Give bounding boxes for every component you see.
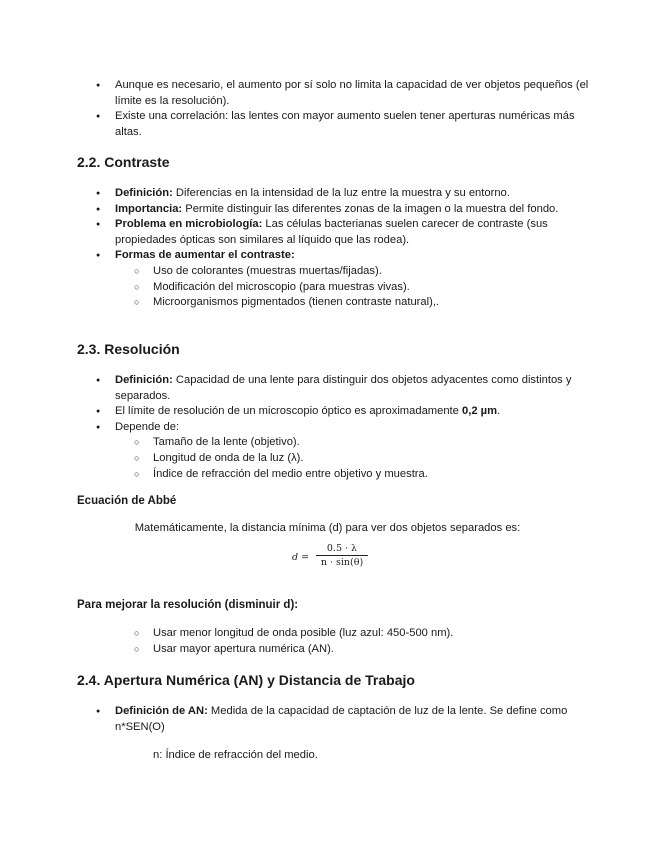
item-text: Capacidad de una lente para distinguir dos objetos adyacentes como distintos y separados. (115, 374, 572, 402)
apertura-note: n: Índice de refracción del medio. (153, 749, 318, 761)
sub-list-item: ○ Tamaño de la lente (objetivo). (0, 435, 655, 451)
item-text: Las células bacterianas suelen carecer de contraste (sus propiedades ópticas son similares al líquido que las rodea). (115, 218, 548, 246)
list-item: ● Depende de: (0, 420, 655, 436)
list-item (0, 704, 655, 735)
abbe-text: Matemáticamente, la distancia mínima (d) para ver dos objetos separados es: (134, 522, 521, 534)
list-item: ● Existe una correlación: las lentes con mayor aumento suelen tener aperturas numéricas más altas. (0, 109, 655, 140)
section-heading-contraste: 2.2. Contraste (77, 154, 170, 170)
limit-value: 0,2 µm (462, 405, 498, 418)
sub-list-item: ○ Usar menor longitud de onda posible (luz azul: 450-500 nm). (0, 626, 655, 642)
sub-list-item: ○ Índice de refracción del medio entre objetivo y muestra. (0, 467, 655, 483)
mejorar-heading: Para mejorar la resolución (disminuir d): (77, 599, 299, 611)
intro-bullet-list (0, 78, 655, 140)
formula-denominator: n · sin(θ) (320, 557, 364, 568)
abbe-heading: Ecuación de Abbé (77, 495, 177, 507)
item-label: Definición de AN: (115, 705, 208, 717)
sub-list-item: ○ Microorganismos pigmentados (tienen contraste natural),. (0, 295, 655, 311)
sub-list-item: ○ Modificación del microscopio (para muestras vivas). (0, 280, 655, 296)
item-text: El límite de resolución de un microscopio óptico es aproximadamente (115, 405, 462, 418)
formula-fraction (316, 543, 368, 568)
mejorar-list (0, 626, 655, 657)
item-text: Diferencias en la intensidad de la luz entre la muestra y su entorno. (172, 187, 510, 199)
list-item (0, 373, 655, 404)
fraction-bar (316, 555, 368, 556)
formula-lhs: d = (292, 552, 310, 563)
item-label: Definición: (115, 187, 173, 199)
list-item (0, 202, 655, 218)
item-text: Medida de la capacidad de captación de luz de la lente. Se define como n*SEN(O) (115, 705, 568, 733)
formula-numerator: 0.5 · λ (326, 543, 358, 554)
item-label: Definición: (115, 374, 173, 386)
item-text: Permite distinguir las diferentes zonas de la imagen o la muestra del fondo. (182, 202, 559, 215)
list-item (0, 248, 655, 264)
item-text-end: . (497, 405, 501, 418)
sub-list-item: ○ Uso de colorantes (muestras muertas/fijadas). (0, 264, 655, 280)
sub-list-item: ○ Longitud de onda de la luz (λ). (0, 451, 655, 467)
apertura-list (0, 704, 655, 735)
section-heading-apertura: 2.4. Apertura Numérica (AN) y Distancia de Trabajo (77, 672, 415, 688)
resolucion-list (0, 373, 655, 482)
item-label: Importancia: (115, 202, 183, 215)
item-label: Problema en microbiología: (115, 218, 263, 231)
contraste-list (0, 186, 655, 311)
sub-list-item: ○ Usar mayor apertura numérica (AN). (0, 642, 655, 658)
section-heading-resolucion: 2.3. Resolución (77, 341, 180, 357)
item-label: Formas de aumentar el contraste: (115, 249, 295, 262)
list-item (0, 217, 655, 248)
list-item: ● Aunque es necesario, el aumento por sí solo no limita la capacidad de ver objetos pequeños (el límite es la resolución). (0, 78, 655, 109)
list-item (0, 404, 655, 420)
list-item (0, 186, 655, 202)
